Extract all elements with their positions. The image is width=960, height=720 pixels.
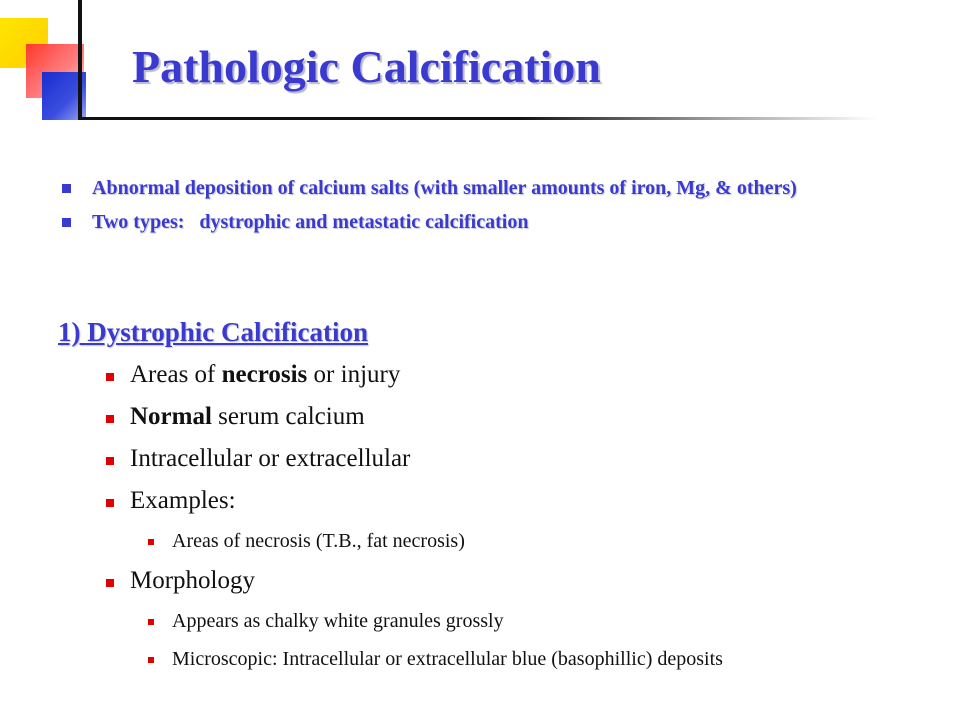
- list-item-serum: [104, 402, 944, 432]
- square-bullet-icon: [106, 579, 114, 587]
- square-bullet-icon: [148, 619, 154, 625]
- intro-bullet-text: Abnormal deposition of calcium salts (with smaller amounts of iron, Mg, & others): [92, 177, 797, 199]
- square-bullet-icon: [106, 415, 114, 423]
- sub-item-text: Microscopic: Intracellular or extracellular blue (basophillic) deposits: [172, 648, 723, 670]
- square-bullet-icon: [106, 499, 114, 507]
- square-bullet-icon: [62, 184, 71, 193]
- sub-item-text: Appears as chalky white granules grossly: [172, 610, 504, 632]
- list-item-areas: [104, 360, 944, 390]
- square-bullet-icon: [106, 373, 114, 381]
- item-text: Morphology: [130, 567, 255, 594]
- slide-title: Pathologic Calcification: [132, 41, 601, 92]
- intro-bullet-types: [60, 210, 930, 234]
- sub-item-microscopic: [104, 646, 944, 672]
- title-vertical-rule: [78, 0, 82, 120]
- item-text-bold: Normal: [130, 403, 212, 430]
- item-text-pre: Areas of: [130, 361, 222, 388]
- list-item-examples: [104, 486, 944, 516]
- item-text-post: serum calcium: [211, 403, 365, 430]
- item-text: Examples:: [130, 487, 236, 514]
- sub-item-examples: [104, 528, 944, 554]
- dystrophic-item-list: [104, 360, 944, 684]
- square-bullet-icon: [62, 218, 71, 227]
- square-bullet-icon: [148, 539, 154, 545]
- item-text-post: or injury: [307, 361, 401, 388]
- list-item-morphology: [104, 566, 944, 596]
- section-heading-dystrophic: 1) Dystrophic Calcification: [58, 317, 368, 347]
- square-bullet-icon: [106, 457, 114, 465]
- intro-bullet-list: [60, 176, 930, 244]
- square-bullet-icon: [148, 657, 154, 663]
- sub-item-text: Areas of necrosis (T.B., fat necrosis): [172, 530, 465, 552]
- item-text-bold: necrosis: [221, 361, 308, 388]
- item-text: Intracellular or extracellular: [130, 445, 411, 472]
- list-item-location: [104, 444, 944, 474]
- sub-item-gross: [104, 608, 944, 634]
- intro-bullet-text: Two types: dystrophic and metastatic calcification: [92, 211, 529, 233]
- title-horizontal-rule: [78, 117, 878, 120]
- intro-bullet-deposition: [60, 176, 930, 200]
